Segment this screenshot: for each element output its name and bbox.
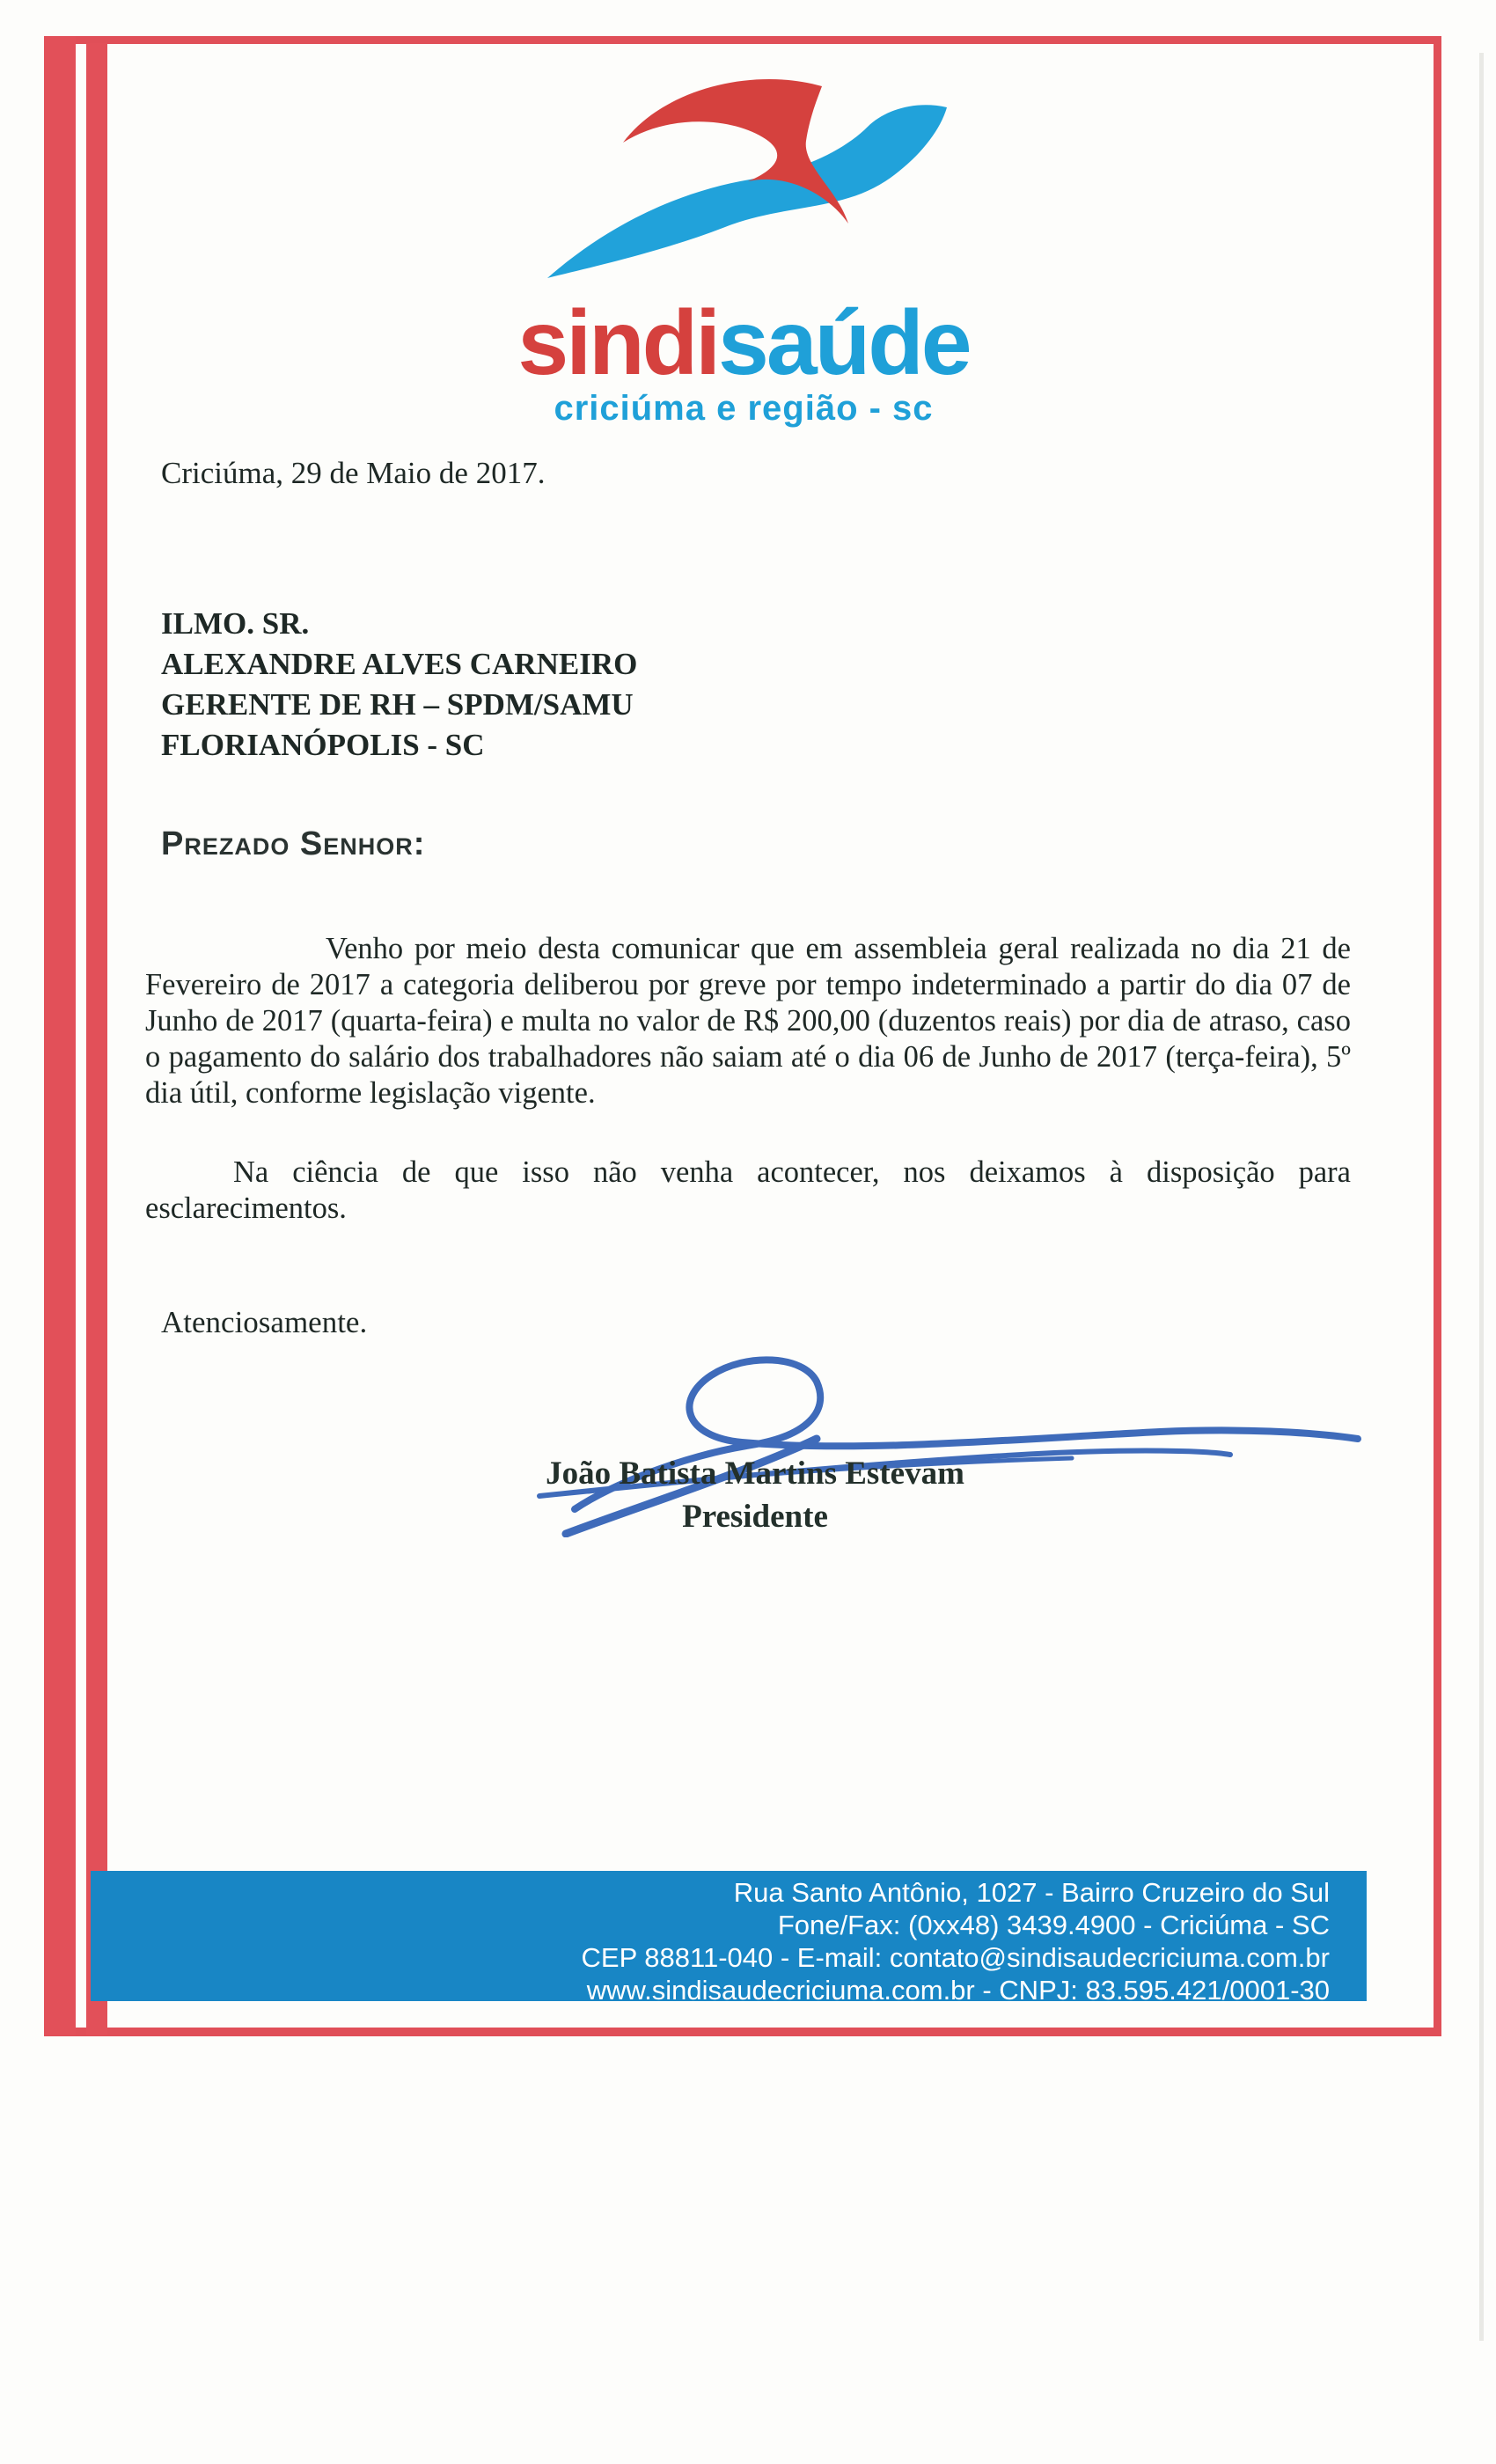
recipient-line-1: ILMO. SR. xyxy=(161,606,310,641)
logo-wordmark-saude: saúde xyxy=(718,292,970,394)
footer-contact-bar xyxy=(91,1871,1367,2006)
signer-name: João Batista Martins Estevam xyxy=(546,1456,964,1492)
scan-page-edge xyxy=(1479,53,1484,2341)
recipient-line-3: GERENTE DE RH – SPDM/SAMU xyxy=(161,687,634,722)
frame-left-thick-bar xyxy=(44,36,76,2035)
recipient-block xyxy=(161,604,637,766)
logo-wordmark xyxy=(517,292,970,394)
sindisaude-swoosh-icon xyxy=(539,77,956,287)
date-line: Criciúma, 29 de Maio de 2017. xyxy=(161,456,546,490)
signer-block xyxy=(546,1452,964,1538)
frame-right-line xyxy=(1434,36,1441,2035)
footer-address-line: Rua Santo Antônio, 1027 - Bairro Cruzeiro do Sul xyxy=(733,1877,1330,1908)
body-paragraph-2: Na ciência de que isso não venha acontecer, nos deixamos à disposição para esclarecimentos. xyxy=(145,1155,1351,1225)
frame-left-thin-bar xyxy=(86,43,107,2035)
signer-title: Presidente xyxy=(682,1499,828,1535)
recipient-line-2: ALEXANDRE ALVES CARNEIRO xyxy=(161,647,638,681)
frame-top-line xyxy=(50,36,1441,44)
body-paragraph-1: Venho por meio desta comunicar que em assembleia geral realizada no dia 21 de Fevereiro de 2017 a categoria deliberou por greve por tempo indeterminado a partir do dia 07 de Junho de 2017 (quarta-feira) e multa no valor de R$ 200,00 (duzentos reais) por dia de atraso, caso o pagamento do salário dos trabalhadores não saiam até o dia 06 de Junho de 2017 (terça-feira), 5º dia útil, conforme legislação vigente. xyxy=(145,932,1351,1110)
logo-tagline: criciúma e região - sc xyxy=(554,389,934,428)
frame-bottom-line xyxy=(44,2028,1441,2036)
logo-wordmark-sindi: sindi xyxy=(517,292,719,394)
footer-website-line: www.sindisaudecriciuma.com.br - CNPJ: 83.595.421/0001-30 xyxy=(586,1975,1330,2006)
closing-line: Atenciosamente. xyxy=(161,1305,368,1339)
footer-email-line: CEP 88811-040 - E-mail: contato@sindisaudecriciuma.com.br xyxy=(581,1942,1330,1973)
recipient-line-4: FLORIANÓPOLIS - SC xyxy=(161,728,485,762)
salutation: Prezado Senhor: xyxy=(161,825,426,862)
footer-phone-line: Fone/Fax: (0xx48) 3439.4900 - Criciúma - SC xyxy=(777,1910,1330,1940)
